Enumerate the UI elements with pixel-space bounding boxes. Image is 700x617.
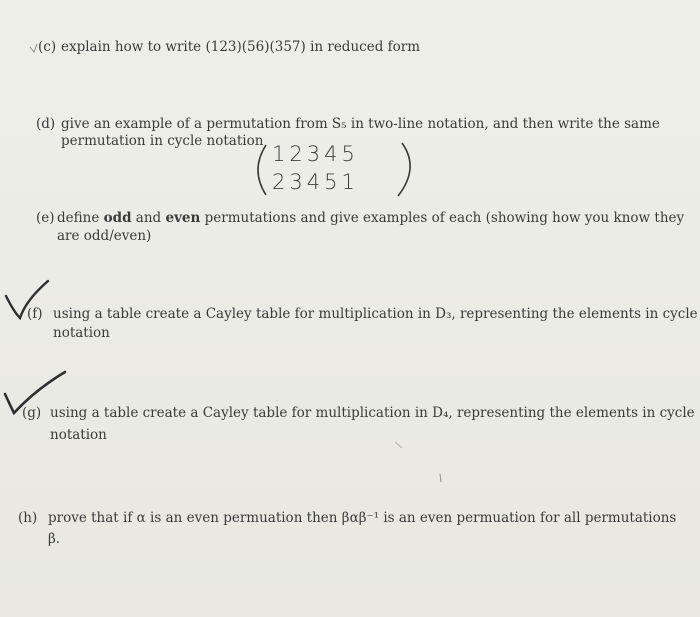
question-text-c: explain how to write (123)(56)(357) in reduced form [61,39,421,55]
right-paren [398,143,410,196]
question-text-h-line1: prove that if α is an even permuation then βαβ⁻¹ is an even permuation for all permutations [48,510,677,526]
text-segment: and [131,210,166,226]
question-label-f: (f) [27,306,43,322]
question-text-d-line2: permutation in cycle notation [61,133,264,149]
question-text-e-line1 [57,209,684,227]
bold-odd: odd [103,210,132,226]
stray-mark [395,442,402,448]
stray-mark-2 [440,474,441,482]
question-text-g-line1: using a table create a Cayley table for multiplication in D₄, representing the elements in cycle [50,405,695,421]
text-segment: define [57,210,104,226]
question-text-d-line1: give an example of a permutation from S₅ in two-line notation, and then write the same [61,116,660,132]
question-label-g: (g) [22,405,42,421]
question-text-h-line2: β. [48,531,61,547]
question-label-e: (e) [36,210,55,226]
question-label-h: (h) [18,510,38,526]
left-paren [258,145,266,195]
question-text-f-line2: notation [53,325,110,341]
text-segment: permutations and give examples of each (showing how you know they [200,210,685,226]
bold-even: even [165,210,201,226]
handwritten-bottom-row: 23451 [272,170,359,194]
question-label-d: (d) [36,116,56,132]
pencil-tick-c [30,44,37,52]
question-text-g-line2: notation [50,427,107,443]
question-text-e-line2: are odd/even) [57,228,152,244]
question-label-c: (c) [38,39,57,55]
handwritten-top-row: 12345 [272,142,359,166]
question-text-f-line1: using a table create a Cayley table for multiplication in D₃, representing the elements in cycle [53,306,698,322]
